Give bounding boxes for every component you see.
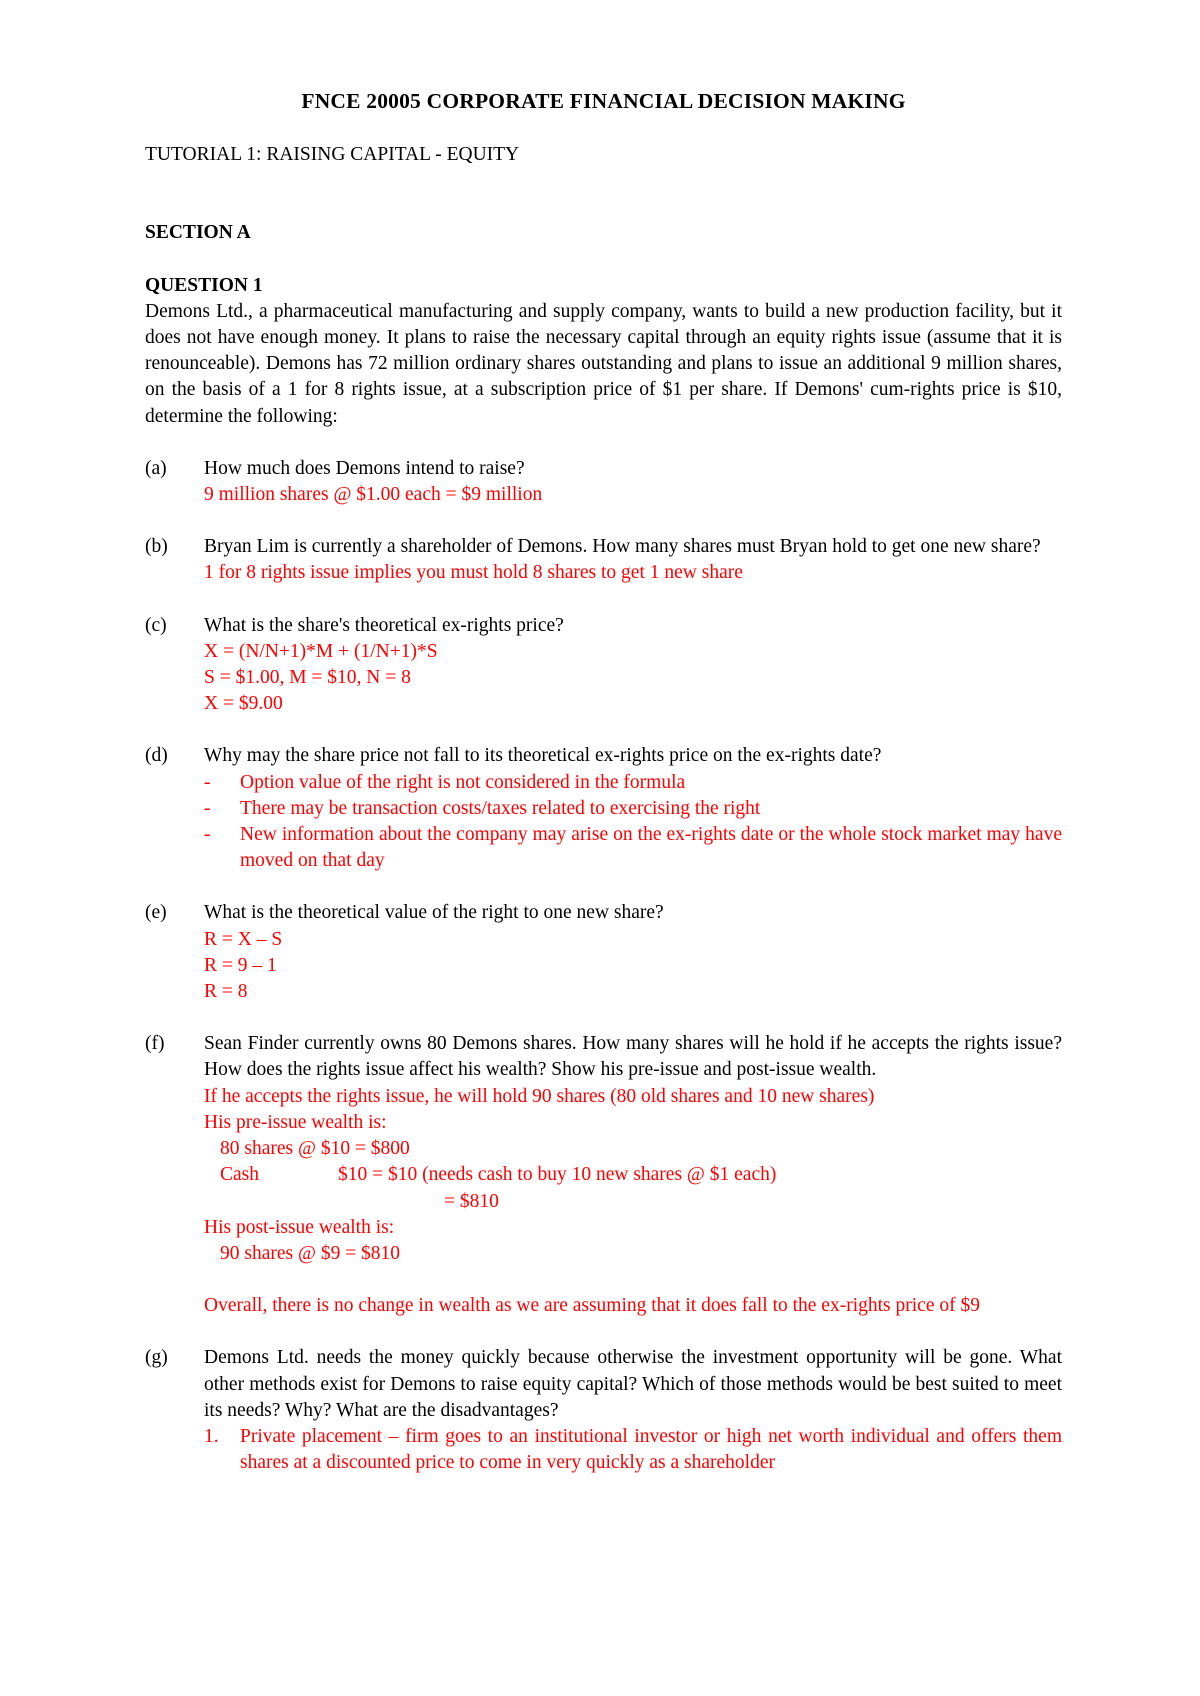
pre-issue-label: His pre-issue wealth is: [204,1111,387,1133]
post-issue-shares: 90 shares @ $9 = $810 [220,1242,401,1264]
part-question: Sean Finder currently owns 80 Demons shares. How many shares will he hold if he accepts the rights issue? How does the rights issue affect his wealth? Show his pre-issue and post-issue wealth. [204,1033,1062,1081]
answer-conclusion: Overall, there is no change in wealth as we are assuming that it does fall to the ex-rights price of $9 [204,1295,980,1317]
answer-bullet [204,822,1062,874]
answer-line: X = $9.00 [204,693,283,715]
part-g [145,1345,1062,1476]
answer-line: S = $1.00, M = $10, N = 8 [204,667,411,689]
pre-issue-shares: 80 shares @ $10 = $800 [220,1138,410,1160]
tutorial-subtitle: TUTORIAL 1: RAISING CAPITAL - EQUITY [145,144,520,166]
question-heading: QUESTION 1 [145,274,263,296]
bullet-text: New information about the company may arise on the ex-rights date or the whole stock market may have moved on that day [240,824,1062,872]
part-a [145,456,1062,508]
question-text: Demons Ltd., a pharmaceutical manufacturing and supply company, wants to build a new production facility, but it does not have enough money. It plans to raise the necessary capital through an equity rights issue (assume that it is renounceable). Demons has 72 million ordinary shares outstanding and plans to issue an additional 9 million shares, on the basis of a 1 for 8 rights issue, at a subscription price of $1 per share. If Demons' cum-rights price is $10, determine the following: [145,300,1062,427]
part-question: How much does Demons intend to raise? [204,457,525,479]
part-d [145,743,1062,874]
cash-value: $10 = $10 (needs cash to buy 10 new shares @ $1 each) [338,1164,777,1186]
part-label: (f) [145,1033,165,1055]
cash-label: Cash [220,1164,259,1186]
answer-list-item [204,1424,1062,1476]
post-issue-label: His post-issue wealth is: [204,1216,395,1238]
list-text: Private placement – firm goes to an institutional investor or high net worth individual and offers them shares at a discounted price to come in very quickly as a shareholder [240,1425,1062,1474]
bullet-marker: - [204,771,211,793]
answer-line: R = 9 – 1 [204,954,277,976]
part-question: What is the share's theoretical ex-rights price? [204,614,564,636]
pre-issue-total: = $810 [444,1190,499,1212]
answer-line: R = 8 [204,981,248,1003]
part-question: What is the theoretical value of the right to one new share? [204,902,664,924]
part-c [145,613,1062,718]
answer-intro: If he accepts the rights issue, he will hold 90 shares (80 old shares and 10 new shares) [204,1085,875,1107]
document-title: FNCE 20005 CORPORATE FINANCIAL DECISION MAKING [301,89,906,113]
part-label: (e) [145,902,167,924]
part-answer: 9 million shares @ $1.00 each = $9 million [204,484,543,506]
answer-bullet [204,796,1062,822]
part-question: Demons Ltd. needs the money quickly because otherwise the investment opportunity will be gone. What other methods exist for Demons to raise equity capital? Which of those methods would be best suited to meet its needs? Why? What are the disadvantages? [204,1347,1062,1421]
bullet-marker: - [204,797,211,819]
bullet-text: There may be transaction costs/taxes related to exercising the right [240,797,761,819]
part-f [145,1031,1062,1319]
part-question: Bryan Lim is currently a shareholder of Demons. How many shares must Bryan hold to get one new share? [204,536,1041,558]
part-e [145,900,1062,1005]
part-question: Why may the share price not fall to its theoretical ex-rights price on the ex-rights date? [204,745,882,767]
answer-line: R = X – S [204,928,283,950]
bullet-text: Option value of the right is not considered in the formula [240,771,686,793]
part-label: (a) [145,457,167,479]
pre-issue-cash [204,1162,1062,1188]
bullet-marker: - [204,824,211,846]
answer-line: X = (N/N+1)*M + (1/N+1)*S [204,640,438,662]
part-label: (g) [145,1347,168,1369]
list-number: 1. [204,1425,219,1447]
answer-bullet [204,770,1062,796]
section-heading: SECTION A [145,222,251,244]
part-label: (b) [145,536,168,558]
document-page [145,88,1062,1476]
part-label: (d) [145,745,168,767]
part-b [145,534,1062,586]
part-answer: 1 for 8 rights issue implies you must hold 8 shares to get 1 new share [204,562,743,584]
part-label: (c) [145,614,167,636]
